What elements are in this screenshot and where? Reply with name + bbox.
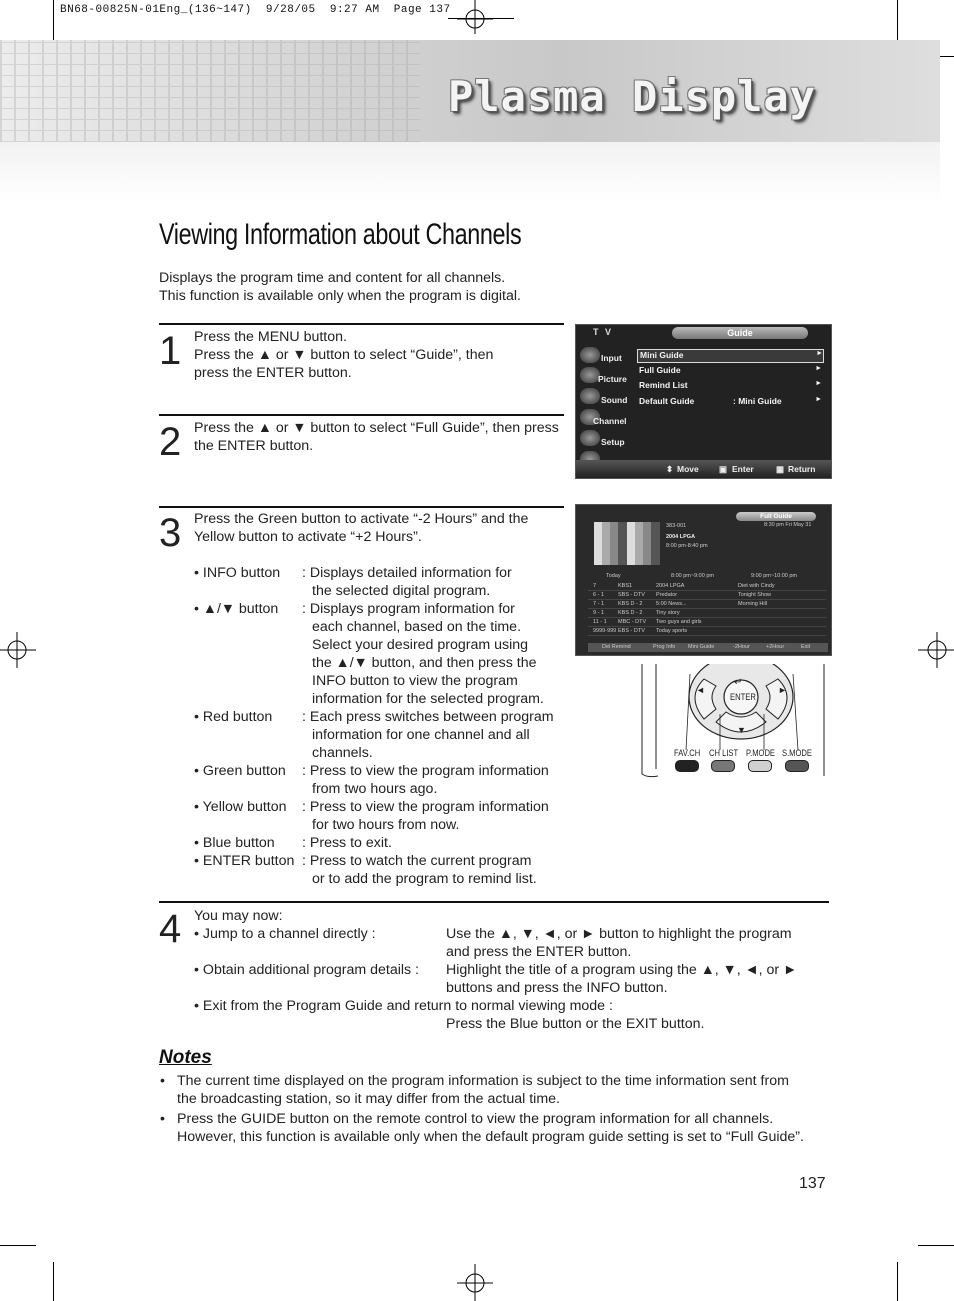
step-4-item-label: • Jump to a channel directly : — [194, 926, 376, 942]
guide-footer-item: -2Hour — [733, 644, 750, 650]
intro-line: This function is available only when the program is digital. — [159, 288, 521, 304]
tv-menu-footer — [576, 460, 831, 478]
remote-label-s-mode: S.MODE — [782, 748, 812, 759]
menu-item-default-guide — [637, 396, 822, 408]
step-number: 2 — [159, 420, 182, 464]
guide-row — [588, 591, 826, 600]
step-line: the ENTER button. — [194, 438, 314, 454]
guide-cell: 9 - 1 — [593, 610, 605, 616]
guide-cell: 11 - 1 — [593, 619, 607, 625]
remote-label-fav-ch: FAV.CH — [674, 748, 701, 759]
bullet-label: • Yellow button — [194, 799, 287, 815]
guide-row — [588, 627, 826, 636]
arrow-right-icon: ► — [815, 365, 822, 372]
menu-item-label: Default Guide — [639, 396, 695, 406]
banner-decoration — [0, 40, 420, 142]
bullet-description: or to add the program to remind list. — [312, 871, 537, 887]
arrow-right-icon: ► — [816, 350, 823, 357]
menu-item-label: Mini Guide — [640, 350, 684, 360]
bullet-label: • INFO button — [194, 565, 281, 581]
crop-mark — [897, 0, 898, 40]
step-2-text — [194, 419, 559, 455]
guide-cell: 7 — [593, 583, 597, 589]
step-4-item-description: Press the Blue button or the EXIT button. — [446, 1016, 705, 1032]
crop-mark — [897, 1262, 898, 1301]
arrow-right-icon: ► — [815, 380, 822, 387]
guide-cell: SBS - DTV — [618, 592, 645, 598]
note-text: The current time displayed on the program information is subject to the time information sent from — [177, 1073, 789, 1089]
guide-channel: 383-001 — [666, 523, 687, 529]
registration-mark-right — [918, 630, 954, 670]
footer-move: Move — [677, 464, 699, 474]
intro-text — [159, 269, 521, 305]
bullet-label: • Blue button — [194, 835, 275, 851]
guide-cell: 7 - 1 — [593, 601, 605, 607]
guide-cell: Morning Hill — [738, 601, 768, 607]
step-rule — [159, 901, 829, 903]
step-number: 4 — [159, 907, 182, 951]
print-header: BN68-00825N-01Eng_(136~147) 9/28/05 9:27 AM Page 137 — [60, 4, 451, 16]
crop-mark — [53, 1262, 54, 1301]
remote-label-p-mode: P.MODE — [746, 748, 776, 759]
bullet-description: the selected digital program. — [312, 583, 491, 599]
bullet-description: : Press to view the program information — [302, 799, 549, 815]
guide-time: 8:30 pm Fri May 31 — [764, 522, 812, 528]
step-4-intro: You may now: — [194, 908, 283, 924]
header-underline — [448, 18, 514, 19]
step-line: Yellow button to activate “+2 Hours”. — [194, 529, 422, 545]
bullet-label: • Red button — [194, 709, 273, 725]
guide-program: 2004 LPGA — [666, 534, 696, 540]
bullet-description: : Each press switches between program — [302, 709, 554, 725]
crop-mark — [918, 1245, 954, 1246]
tv-label: T V — [593, 327, 614, 337]
step-line: Press the ▲ or ▼ button to select “Full Guide”, then press — [194, 420, 559, 436]
guide-row — [588, 609, 826, 618]
note-text: the broadcasting station, so it may differ from the actual time. — [177, 1091, 560, 1107]
banner — [0, 40, 940, 142]
remote-label-ch-list: CH LIST — [709, 748, 739, 759]
guide-footer-item: Exit — [801, 644, 811, 650]
menu-item-mini-guide — [637, 349, 824, 363]
bullet-description: channels. — [312, 745, 373, 761]
guide-cell: KBS1 — [618, 583, 633, 589]
guide-footer-item: Del Remind — [602, 644, 631, 650]
guide-cell: Tiny story — [656, 610, 680, 616]
bullet-label: • ENTER button — [194, 853, 295, 869]
bullet-description: Select your desired program using — [312, 637, 529, 653]
guide-cell: EBS - DTV — [618, 628, 645, 634]
bullet-label: • Green button — [194, 763, 286, 779]
move-icon: ⬍ — [666, 464, 674, 474]
step-4-item-label: • Exit from the Program Guide and return to normal viewing mode : — [194, 998, 613, 1014]
guide-cell: Today sports — [656, 628, 688, 634]
bullet-description: information for one channel and all — [312, 727, 530, 743]
intro-line: Displays the program time and content for all channels. — [159, 270, 506, 286]
enter-button-label: ENTER — [730, 692, 756, 702]
banner-fade — [0, 142, 940, 202]
registration-mark-bottom — [455, 1264, 495, 1301]
guide-cell: KBS D - 2 — [618, 601, 643, 607]
bullet-description: for two hours from now. — [312, 817, 460, 833]
enter-icon: ↵ — [734, 677, 743, 688]
tv-guide-menu-screenshot — [575, 324, 832, 479]
note-bullet: • — [160, 1073, 165, 1089]
guide-header: Guide — [672, 327, 808, 339]
guide-row — [588, 618, 826, 627]
note-bullet: • — [160, 1111, 165, 1127]
guide-footer-item: Mini Guide — [688, 644, 715, 650]
menu-side-sound: Sound — [601, 395, 628, 405]
notes-title: Notes — [159, 1047, 212, 1068]
guide-footer-item: +2Hour — [766, 644, 785, 650]
menu-item-remind-list — [637, 380, 822, 392]
step-number: 3 — [159, 511, 182, 555]
page-title: Viewing Information about Channels — [159, 218, 522, 251]
menu-side-picture: Picture — [598, 374, 627, 384]
banner-title: Plasma Display — [448, 72, 817, 121]
sound-icon — [580, 388, 600, 404]
step-line: Press the ▲ or ▼ button to select “Guide”, then — [194, 347, 494, 363]
enter-icon: ▣ — [719, 464, 728, 474]
guide-cell: Predator — [656, 592, 678, 598]
page-number: 137 — [799, 1175, 826, 1192]
guide-today: Today — [606, 573, 621, 579]
red-button — [675, 760, 699, 772]
guide-cell: Two guys and girls — [656, 619, 702, 625]
guide-slot: 9:00 pm~10:00 pm — [751, 573, 798, 579]
guide-cell: Diet with Cindy — [738, 583, 775, 589]
input-icon — [580, 347, 600, 363]
arrow-right-icon: ► — [815, 396, 822, 403]
bullet-description: : Press to watch the current program — [302, 853, 532, 869]
arrow-right-icon: ► — [778, 685, 787, 695]
bullet-label: • ▲/▼ button — [194, 601, 279, 617]
menu-item-full-guide — [637, 365, 822, 377]
step-line: Press the MENU button. — [194, 329, 347, 345]
guide-slot: 8:00 pm~9:00 pm — [671, 573, 714, 579]
crop-mark — [53, 0, 54, 40]
program-thumbnail — [594, 522, 660, 565]
green-button — [711, 760, 735, 772]
guide-cell: 9999-999 — [593, 628, 617, 634]
footer-return: Return — [788, 464, 816, 474]
picture-icon — [580, 367, 600, 383]
step-rule — [159, 414, 564, 416]
step-rule — [159, 506, 564, 508]
menu-side-channel: Channel — [593, 416, 627, 426]
bullet-description: : Press to view the program information — [302, 763, 549, 779]
bullet-description: : Press to exit. — [302, 835, 392, 851]
footer-enter: Enter — [732, 464, 754, 474]
bullet-description: : Displays detailed information for — [302, 565, 512, 581]
guide-cell: KBS D - 2 — [618, 610, 643, 616]
guide-cell: 2004 LPGA — [656, 583, 685, 589]
step-rule — [159, 323, 564, 325]
blue-button — [785, 760, 809, 772]
bullet-description: the ▲/▼ button, and then press the — [312, 655, 537, 671]
bullet-description: each channel, based on the time. — [312, 619, 522, 635]
menu-side-setup: Setup — [601, 437, 625, 447]
note-text: Press the GUIDE button on the remote control to view the program information for all channels. — [177, 1111, 774, 1127]
step-number: 1 — [159, 329, 182, 373]
menu-item-label: Remind List — [639, 380, 688, 390]
bullet-description: : Displays program information for — [302, 601, 515, 617]
step-line: press the ENTER button. — [194, 365, 352, 381]
guide-cell: Tonight Show — [738, 592, 772, 598]
note-text: However, this function is available only when the default program guide setting is set to “Full Guide”. — [177, 1129, 804, 1145]
setup-icon — [580, 430, 600, 446]
registration-mark-left — [0, 630, 36, 670]
full-guide-screenshot — [575, 504, 832, 656]
menu-item-label: Full Guide — [639, 365, 681, 375]
crop-mark — [0, 1245, 36, 1246]
step-1-text — [194, 328, 493, 382]
step-4-item-description: Use the ▲, ▼, ◄, or ► button to highlight the program — [446, 926, 792, 942]
return-icon: ▦ — [776, 464, 785, 474]
bullet-description: information for the selected program. — [312, 691, 544, 707]
guide-footer — [588, 643, 828, 652]
bullet-description: from two hours ago. — [312, 781, 438, 797]
menu-side-input: Input — [601, 353, 622, 363]
step-4-item-description: Highlight the title of a program using the ▲, ▼, ◄, or ► — [446, 962, 798, 978]
full-guide-header: Full Guide — [736, 512, 816, 521]
step-line: Press the Green button to activate “-2 Hours” and the — [194, 511, 529, 527]
guide-cell: MBC - DTV — [618, 619, 647, 625]
arrow-down-icon: ▼ — [737, 725, 746, 735]
step-4-item-label: • Obtain additional program details : — [194, 962, 419, 978]
guide-row — [588, 600, 826, 609]
bullet-description: INFO button to view the program — [312, 673, 518, 689]
step-4-item-description: buttons and press the INFO button. — [446, 980, 668, 996]
yellow-button — [748, 760, 772, 772]
step-3-text — [194, 510, 528, 546]
menu-item-value: : Mini Guide — [733, 396, 782, 406]
guide-program-time: 8:00 pm-8:40 pm — [666, 543, 708, 549]
guide-row — [588, 582, 826, 591]
guide-footer-item: Prog Info — [653, 644, 676, 650]
registration-mark-top — [455, 0, 495, 34]
step-4-item-description: and press the ENTER button. — [446, 944, 632, 960]
guide-cell: 6 - 1 — [593, 592, 605, 598]
arrow-left-icon: ◄ — [696, 685, 705, 695]
guide-cell: 5:00 News... — [656, 601, 687, 607]
